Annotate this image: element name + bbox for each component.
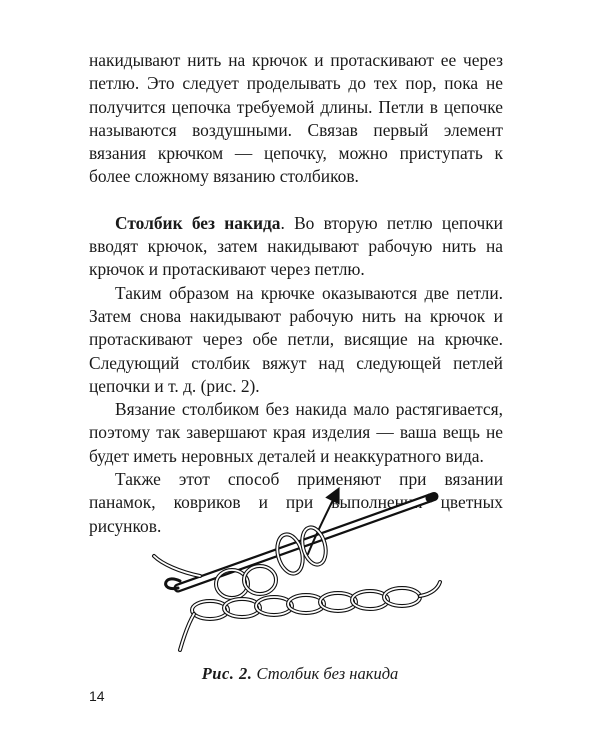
chain-foundation bbox=[192, 582, 440, 619]
body-text bbox=[89, 49, 503, 538]
paragraph-gap bbox=[89, 189, 503, 212]
figure-title: Столбик без накида bbox=[256, 664, 399, 683]
yarn-direction-arrow bbox=[308, 494, 336, 554]
paragraph: Таким образом на крючке оказываются две петли. Затем снова накидывают рабочую нить на крючок и протаскивают через обе петли, висящие на крючке. Следующий столбик вяжут над следующей петлей цепочки и т. д. (рис. 2). bbox=[89, 282, 503, 396]
paragraph: накидывают нить на крючок и протаскивают ее через петлю. Это следует проделывать до тех пор, пока не получится цепочка требуемой длины. Петли в цепочке называются воздушными. Связав первый элемент вязания крючком — цепочку, можно приступать к более сложному вязанию столбиков. bbox=[89, 50, 503, 187]
page-number: 14 bbox=[89, 688, 105, 704]
figure-label: Рис. 2. bbox=[201, 664, 253, 683]
section-term: Столбик без накида bbox=[115, 212, 281, 233]
figure-caption bbox=[0, 664, 600, 684]
paragraph: Также этот способ применяют при вязании панамок, ковриков и при выполнении цветных рисунков. bbox=[89, 469, 503, 536]
crochet-illustration bbox=[140, 484, 460, 660]
section-paragraph bbox=[89, 212, 503, 282]
paragraph: Вязание столбиком без накида мало растягивается, поэтому так завершают края изделия — ваша вещь не будет иметь неровных деталей и неаккуратного вида. bbox=[89, 399, 503, 466]
section-intro: . Во вторую петлю цепочки вводят крючок, затем накидывают рабочую нить на крючок и протаскивают через петлю. bbox=[89, 212, 503, 280]
